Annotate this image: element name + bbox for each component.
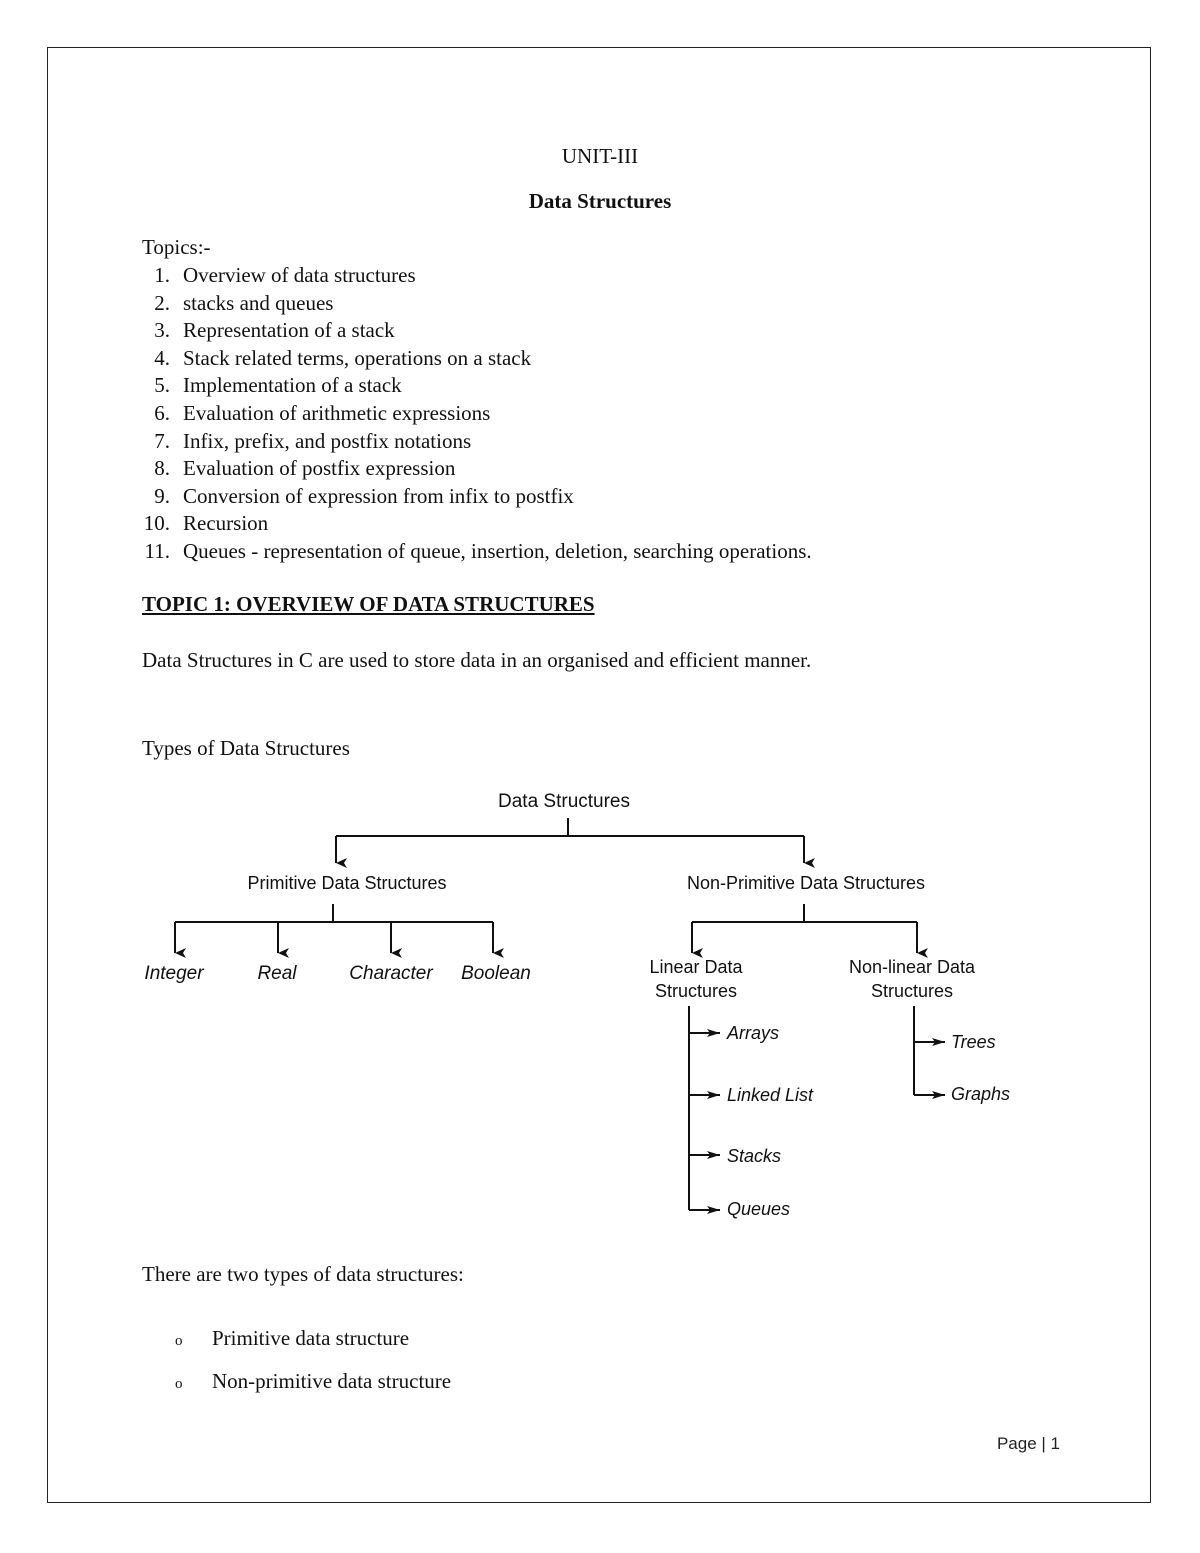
list-text: Representation of a stack: [183, 318, 395, 343]
list-number: 2.: [154, 290, 170, 315]
summary-list: [175, 1325, 451, 1411]
list-text: Implementation of a stack: [183, 373, 402, 398]
list-item: [175, 1325, 451, 1368]
list-text: stacks and queues: [183, 290, 334, 315]
list-text: Recursion: [183, 511, 269, 536]
diagram-nonlinear-label-line1: Non-linear Data: [848, 957, 976, 977]
diagram-character-label: Character: [349, 963, 433, 984]
diagram-linear-label-line1: Linear Data: [649, 957, 743, 977]
page-title: Data Structures: [528, 189, 672, 213]
list-text: Evaluation of arithmetic expressions: [183, 400, 491, 425]
list-text: Primitive data structure: [212, 1326, 410, 1350]
bullet-marker: o: [175, 1376, 183, 1392]
diagram-root-label: Data Structures: [498, 791, 630, 812]
bullet-marker: o: [175, 1333, 183, 1349]
list-item: [142, 483, 812, 511]
summary-intro: There are two types of data structures:: [142, 1262, 464, 1286]
list-text: Stack related terms, operations on a stack: [183, 345, 532, 370]
list-item: [142, 290, 812, 318]
list-number: 6.: [154, 400, 170, 425]
list-number: 1.: [154, 263, 170, 287]
diagram-primitive-label: Primitive Data Structures: [247, 873, 447, 893]
list-item: [175, 1368, 451, 1411]
diagram-arrays-label: Arrays: [727, 1023, 780, 1043]
list-text: Evaluation of postfix expression: [183, 456, 456, 481]
list-text: Infix, prefix, and postfix notations: [183, 428, 472, 453]
diagram-real-label: Real: [257, 963, 297, 984]
diagram-linked-list-label: Linked List: [727, 1085, 814, 1105]
data-structures-diagram: [0, 780, 1200, 1230]
list-text: Non-primitive data structure: [212, 1369, 452, 1393]
diagram-stacks-label: Stacks: [727, 1146, 782, 1166]
list-item: [142, 262, 812, 290]
list-item: [142, 345, 812, 373]
list-item: [142, 455, 812, 483]
list-number: 10.: [143, 511, 170, 536]
diagram-graphs-label: Graphs: [951, 1084, 1011, 1104]
types-heading: Types of Data Structures: [142, 736, 350, 760]
list-text: Overview of data structures: [183, 263, 416, 287]
list-number: 4.: [154, 345, 170, 370]
list-number: 9.: [154, 483, 170, 508]
list-number: 8.: [154, 456, 170, 481]
list-item: [142, 538, 812, 566]
diagram-non-primitive-label: Non-Primitive Data Structures: [686, 873, 926, 893]
list-item: [142, 317, 812, 345]
diagram-queues-label: Queues: [727, 1199, 791, 1219]
page-number: Page | 1: [996, 1434, 1060, 1453]
list-text: Conversion of expression from infix to postfix: [183, 483, 574, 508]
list-item: [142, 510, 812, 538]
diagram-linear-label-line2: Structures: [654, 981, 738, 1001]
unit-label: UNIT-III: [561, 144, 639, 168]
intro-paragraph: Data Structures in C are used to store data in an organised and efficient manner.: [142, 648, 812, 672]
topics-list: [142, 262, 812, 566]
list-item: [142, 372, 812, 400]
diagram-nonlinear-label-line2: Structures: [870, 981, 954, 1001]
diagram-trees-label: Trees: [951, 1032, 996, 1052]
diagram-boolean-label: Boolean: [461, 963, 531, 984]
list-number: 7.: [154, 428, 170, 453]
topic-heading: TOPIC 1: OVERVIEW OF DATA STRUCTURES: [142, 592, 595, 616]
list-text: Queues - representation of queue, insertion, deletion, searching operations.: [183, 538, 812, 563]
topics-label: Topics:-: [142, 235, 211, 259]
list-item: [142, 400, 812, 428]
list-item: [142, 428, 812, 456]
diagram-integer-label: Integer: [144, 963, 204, 984]
list-number: 5.: [154, 373, 170, 398]
list-number: 3.: [154, 318, 170, 343]
list-number: 11.: [144, 538, 170, 563]
